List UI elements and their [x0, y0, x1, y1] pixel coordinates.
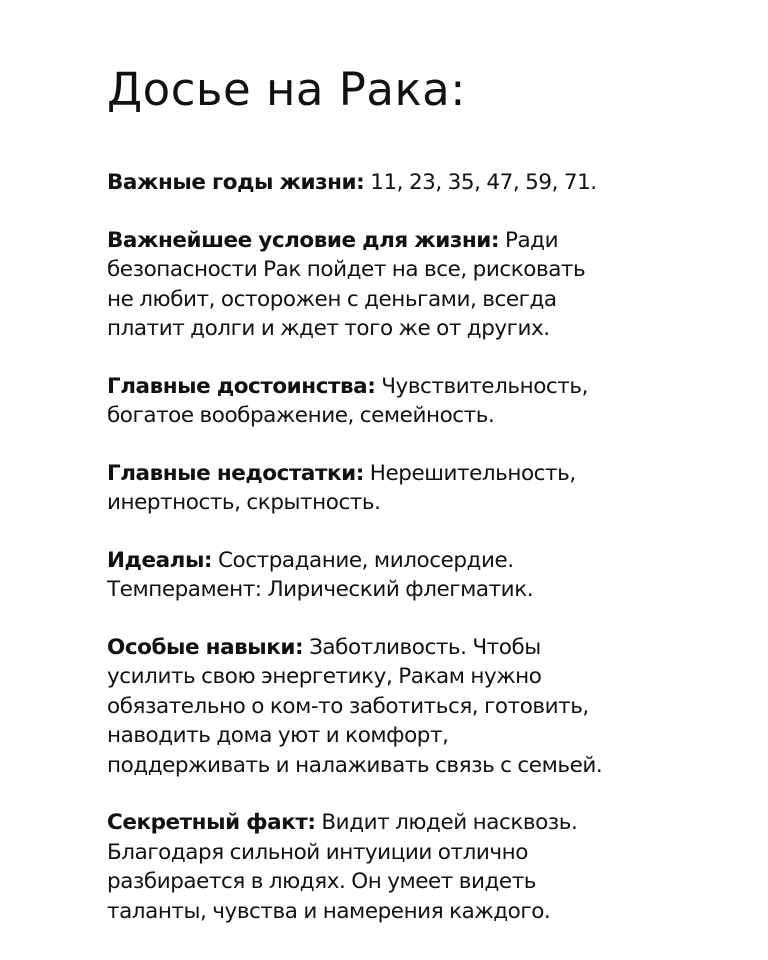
section-text: богатое воображение, семейность. — [107, 403, 495, 428]
section-virtues — [107, 372, 687, 431]
section-text: Ради — [499, 227, 559, 253]
section-text: не любит, осторожен с деньгами, всегда — [107, 286, 557, 312]
section-text: платит долги и ждет того же от других. — [107, 316, 550, 341]
section-line — [107, 372, 687, 402]
section-line — [107, 168, 687, 198]
section-label: Особые навыки: — [107, 634, 304, 660]
section-line — [107, 633, 687, 663]
section-flaws — [107, 459, 687, 518]
section-text: Нерешительность, — [363, 460, 576, 486]
section-life-condition — [107, 226, 687, 344]
section-text: Заботливость. Чтобы — [303, 634, 541, 660]
section-line — [107, 808, 687, 838]
section-text: таланты, чувства и намерения каждого. — [107, 898, 551, 924]
page-title: Досье на Рака: — [107, 63, 466, 116]
section-label: Важные годы жизни: — [107, 170, 365, 195]
section-text: Темперамент: Лирический флегматик. — [107, 577, 534, 602]
section-label: Секретный факт: — [107, 810, 316, 835]
section-text: инертность, скрытность. — [107, 490, 381, 515]
section-label: Важнейшее условие для жизни: — [107, 227, 500, 253]
section-text: Благодаря сильной интуиции отлично — [107, 839, 528, 865]
section-line — [107, 459, 687, 489]
section-label: Главные недостатки: — [107, 460, 364, 486]
section-text: разбирается в людях. Он умеет видеть — [107, 869, 536, 894]
section-text: Чувствительность, — [375, 373, 588, 399]
section-ideals — [107, 546, 687, 605]
section-text: безопасности Рак пойдет на все, рисковать — [107, 257, 586, 282]
section-label: Идеалы: — [107, 547, 213, 573]
section-secret-fact — [107, 808, 687, 926]
section-line — [107, 546, 687, 576]
section-label: Главные достоинства: — [107, 373, 376, 399]
section-text: поддерживать и налаживать связь с семьей. — [107, 752, 603, 778]
section-text: Сострадание, милосердие. — [212, 547, 514, 573]
section-important-years — [107, 168, 687, 198]
section-text: 11, 23, 35, 47, 59, 71. — [364, 170, 597, 195]
section-special-skills — [107, 633, 687, 781]
section-text: обязательно о ком-то заботиться, готовить, — [107, 693, 589, 719]
section-text: наводить дома уют и комфорт, — [107, 723, 449, 748]
section-text: усилить свою энергетику, Ракам нужно — [107, 664, 542, 689]
section-text: Видит людей насквозь. — [315, 810, 578, 835]
document-page — [107, 58, 687, 954]
section-line — [107, 226, 687, 256]
